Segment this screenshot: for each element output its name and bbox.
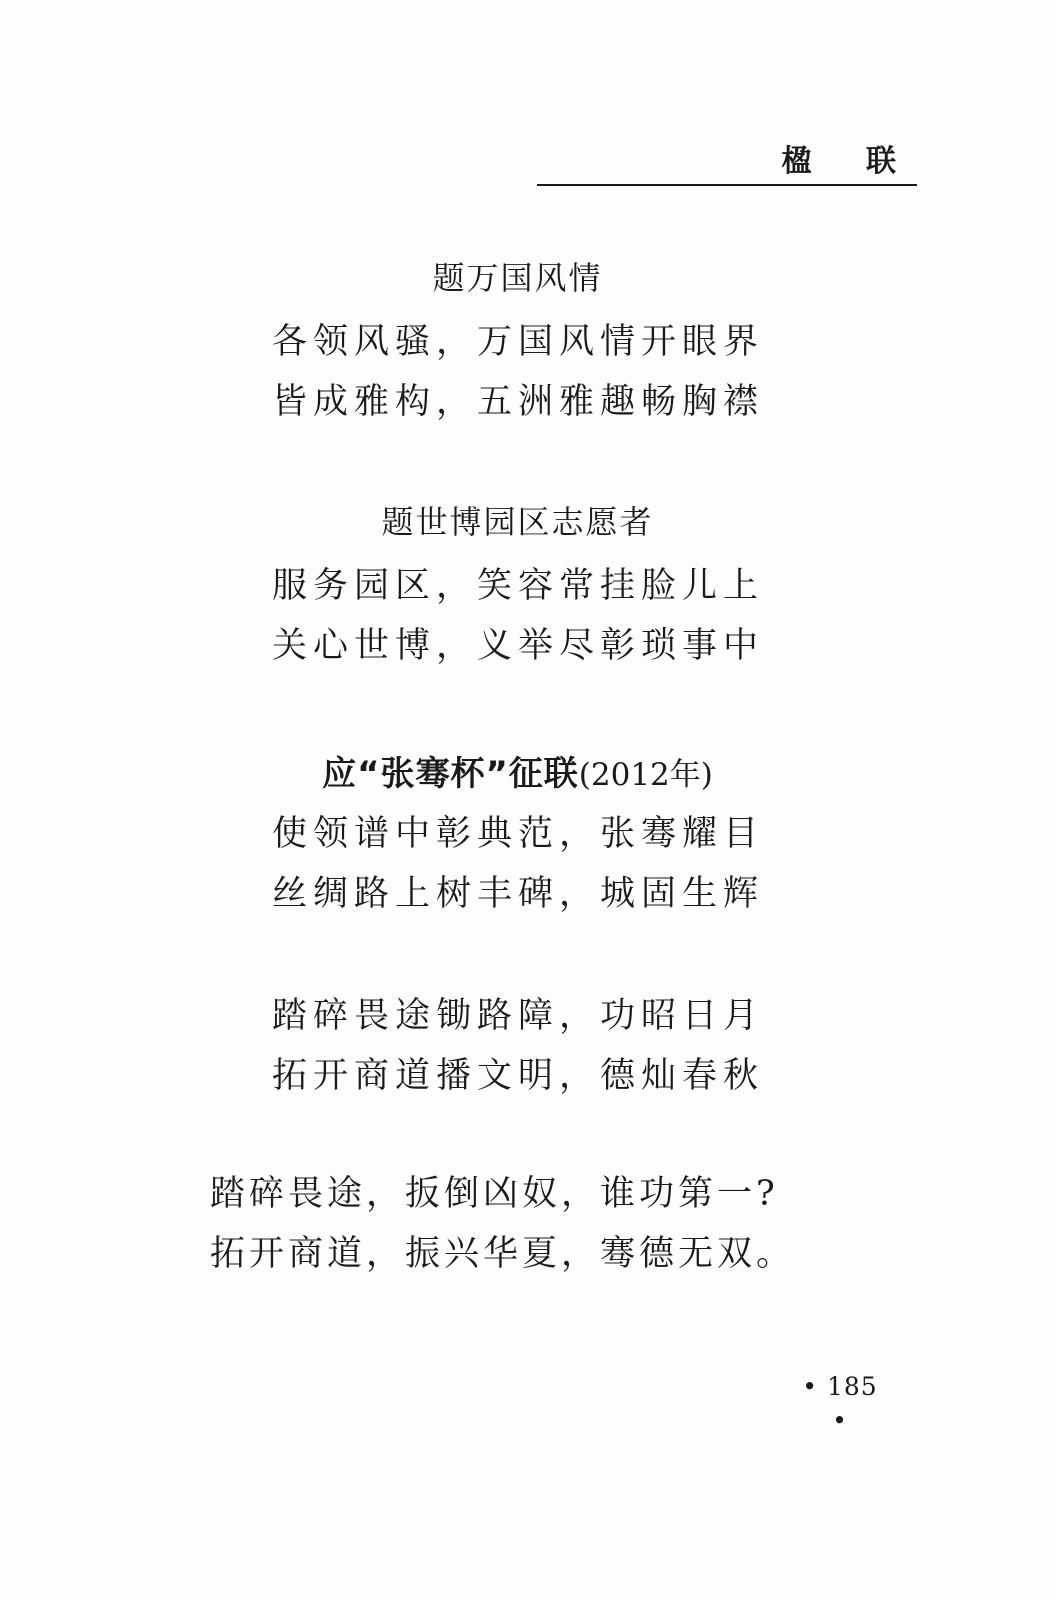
section-title: 题世博园区志愿者 <box>381 503 654 541</box>
section-title <box>0 752 1035 797</box>
section-title-text: 应“张骞杯”征联 <box>322 754 579 794</box>
header-rule <box>537 184 917 186</box>
couplet-line: 服务园区，笑容常挂脸儿上 <box>272 566 765 606</box>
couplet-line: 皆成雅构，五洲雅趣畅胸襟 <box>272 382 765 422</box>
couplet-line: 使领谱中彰典范，张骞耀目 <box>272 814 765 854</box>
couplet-line: 踏碎畏途锄路障，功昭日月 <box>272 996 765 1036</box>
couplet-line: 拓开商道播文明，德灿春秋 <box>272 1056 765 1096</box>
running-header: 楹 联 <box>781 144 918 179</box>
section-title-year: (2012年) <box>578 757 713 793</box>
couplet-line: 关心世博，义举尽彰琐事中 <box>272 626 765 666</box>
couplet-line: 踏碎畏途，扳倒凶奴，谁功第一? <box>210 1174 779 1214</box>
couplet-line: 各领风骚，万国风情开眼界 <box>272 322 765 362</box>
couplet-line: 拓开商道，振兴华夏，骞德无双。 <box>210 1234 796 1274</box>
page-number: • 185 • <box>802 1372 878 1435</box>
couplet-line: 丝绸路上树丰碑，城固生辉 <box>272 874 765 914</box>
section-title: 题万国风情 <box>432 259 603 297</box>
